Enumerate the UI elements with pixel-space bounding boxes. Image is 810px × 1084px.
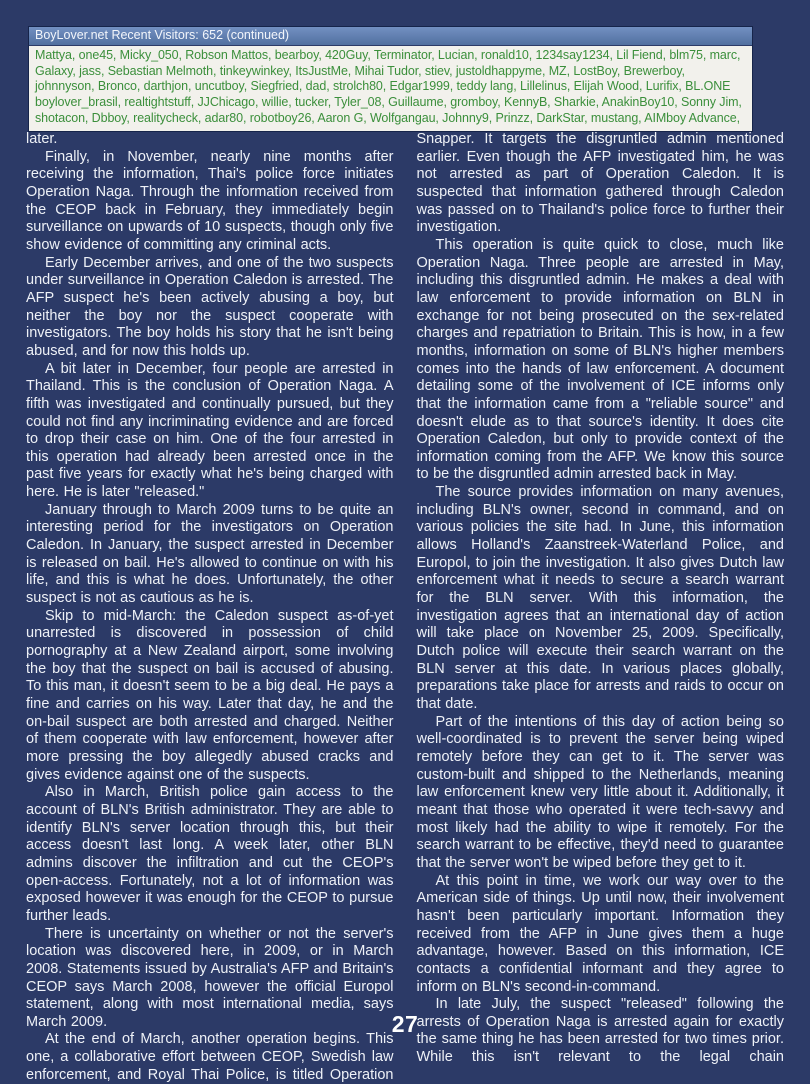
paragraph: later. [26, 131, 58, 147]
paragraph: Snapper. It targets the disgruntled admin mentioned earlier. Even though the AFP investigated him, he was not arrested as part of Operation Caledon. It is suspected that information gathered through Caledon was passed on to Thailand's police force to further their investigation. [416, 131, 784, 236]
article-column-left [26, 131, 394, 1084]
paragraph: Skip to mid-March: the Caledon suspect as-of-yet unarrested is discovered in possession of child pornography at a New Zealand airport, some involving the boy that the suspect on bail is accused of abusing. To this man, it doesn't seem to be a big deal. He pays a fine and carries on his way. Later that day, he and the on-bail suspect are both arrested and charged. Neither of them cooperate with law enforcement, however after more pressing the boy allegedly abused cracks and gives evidence against one of the suspects. [26, 607, 394, 783]
paragraph: Early December arrives, and one of the two suspects under surveillance in Operation Caledon is arrested. The AFP suspect he's been actively abusing a boy, but neither the boy nor the suspect cooperate with investigators. The boy holds his story that he isn't being abused, and for now this holds up. [26, 254, 394, 359]
visitor-line: Bronco, darthjon, uncutboy, Siegfried, dad, strolch80, Edgar1999, teddy lang, Lillelinus, Elijah Wood, Lurifix, BL.ONE [97, 79, 731, 94]
paragraph: In late July, the suspect "released" following the arrests of Operation Naga is arrested again for exactly the same thing he has been arrested for two times prior. While this isn't relevant to the legal chain [416, 996, 784, 1066]
visitor-line: Mattya, one45, Micky_050, Robson Mattos, bearboy, 420Guy, Terminator, Lucian, ronald10, 1234say1234, Lil Fiend, blm75, marc, [35, 48, 741, 62]
paragraph: At the end of March, another operation begins. This one, a collaborative effort between CEOP, Swedish law enforcement, and Royal Thai Police, is titled Operation [26, 1031, 394, 1083]
recent-visitors-box [28, 26, 753, 132]
article-column-right [417, 131, 785, 1084]
visitor-line: boylover_brasil, realtightstuff, JJChicago, willie, tucker, Tyler_08, Guillaume, gromboy, KennyB, Sharkie, AnakinBoy10, Sonny Jim, [35, 95, 742, 110]
paragraph: This operation is quite quick to close, much like Operation Naga. Three people are arrested in May, including this disgruntled admin. He makes a deal with law enforcement to provide information on BLN in exchange for not being prosecuted on the sex-related charges and repatriation to Britain. This is how, in a few months, information on some of BLN's higher members comes into the hands of law enforcement. A document detailing some of the involvement of ICE informs only that the information came from a "reliable source" and doesn't elude as to that source's identity. It does cite Operation Caledon, but only to provide context of the information coming from the AFP. We know this source to be the disgruntled admin arrested back in May. [416, 236, 784, 483]
paragraph: A bit later in December, four people are arrested in Thailand. This is the conclusion of Operation Naga. A fifth was investigated and continually pursued, but they could not find any incriminating evidence and are forced to drop their case on him. One of the four arrested in this operation had already been arrested once in the past five years for exactly what he's being charged with here. He is later "released." [26, 360, 394, 501]
recent-visitors-header: BoyLover.net Recent Visitors: 652 (continued) [29, 27, 752, 46]
paragraph: The source provides information on many avenues, including BLN's owner, second in command, and on various policies the site had. In June, this information allows Holland's Zaanstreek-Waterland Police, and Europol, to join the investigation. It also gives Dutch law enforcement what it needs to secure a search warrant for the BLN server. With this information, the investigation agrees that an international day of action will take place on November 25, 2009. Specifically, Dutch police will execute their search warrant on the BLN server at this date. In various places globally, preparations take place for arrests and raids to occur on that date. [416, 484, 784, 712]
paragraph: There is uncertainty on whether or not the server's location was discovered here, in 2009, or in March 2008. Statements issued by Australia's AFP and Britain's CEOP says March 2008, however the official Europol statement, along with most international media, says March 2009. [26, 925, 394, 1030]
paragraph: Part of the intentions of this day of action being so well-coordinated is to prevent the server being wiped remotely before they can get to it. The server was custom-built and shipped to the Netherlands, meaning law enforcement knew very little about it. Additionally, it meant that those who operated it were tech-savvy and most likely had the ability to wipe it remotely. For the search warrant to be effective, they'd need to guarantee that the server won't be wiped before they get to it. [416, 713, 784, 871]
article-body [0, 131, 810, 1084]
paragraph: January through to March 2009 turns to be quite an interesting period for the investigators on Operation Caledon. In January, the suspect arrested in December is released on bail. He's allowed to continue on with his life, and this is what he does. Unfortunately, the other suspect is not as cautious as he is. [26, 501, 394, 607]
page-number: 27 [391, 1011, 419, 1037]
paragraph: Also in March, British police gain access to the account of BLN's British administrator. They are able to identify BLN's server location through this, but their access doesn't last long. A week later, other BLN admins discover the infiltration and cut the CEOP's open-access. Fortunately, not a lot of information was exposed however it was enough for the CEOP to pursue further leads. [26, 784, 394, 924]
visitor-line: Galaxy, jass, Sebastian Melmoth, tinkeywinkey, ItsJustMe, Mihai Tudor, stiev, justoldhappyme, MZ, LostBoy, Brewerboy, johnnyson, [35, 63, 685, 94]
paragraph: At this point in time, we work our way over to the American side of things. Up until now, their involvement hasn't been particularly important. Information they received from the AFP in June gives them a huge advantage, however. Based on this information, ICE contacts a confidential informant and they agree to inform on BLN's second-in-command. [416, 872, 784, 995]
visitor-username-list [29, 46, 752, 131]
visitor-line: shotacon, Dbboy, realitycheck, adar80, robotboy26, Aaron G, Wolfgangau, Johnny9, Prinzz, DarkStar, mustang, AIMboy Advance, [35, 110, 741, 125]
paragraph: Finally, in November, nearly nine months after receiving the information, Thai's police force initiates Operation Naga. Through the information received from the CEOP back in February, they immediately begin surveillance on upwards of 10 suspects, though only five show evidence of committing any criminal acts. [26, 148, 394, 253]
